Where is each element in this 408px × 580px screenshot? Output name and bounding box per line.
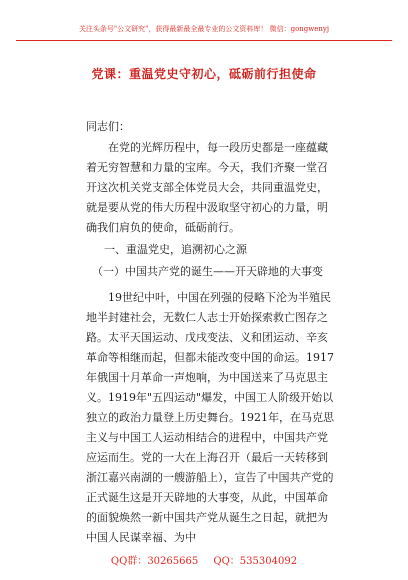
section-heading: 一、重温党史，追溯初心之源: [104, 243, 247, 256]
header-divider: [16, 40, 392, 41]
subsection-heading: （一）中国共产党的诞生——开天辟地的大事变: [92, 265, 323, 278]
paragraph-intro: 在党的光辉历程中，每一段历史都是一座蕴藏着无穷智慧和力量的宝库。今天，我们齐聚一堂召开这次机关党支部全体党员大会，共同重温党史，就是要从党的伟大历程中汲取坚守初心的力量，明确我们肩负的使命，砥砺前行。: [86, 141, 328, 234]
greeting: 同志们：: [86, 120, 130, 133]
footer-qq: QQ：535304092: [213, 556, 298, 567]
document-title: 党课：重温党史守初心，砥砺前行担使命: [91, 67, 317, 81]
footer-contact: [0, 552, 408, 567]
footer-qq-group: QQ群：30265665: [110, 556, 199, 567]
paragraph-history: 19世纪中叶，中国在列强的侵略下沦为半殖民地半封建社会，无数仁人志士开始探索救亡图存之路。太平天国运动、戊戌变法、义和团运动、辛亥革命等相继而起，但都未能改变中国的命运。1917年俄国十月革命一声炮响，为中国送来了马克思主义。1919年"五四运动"爆发，中国工人阶级开始以独立的政治力量登上历史舞台。1921年，在马克思主义与中国工人运动相结合的进程中，中国共产党应运而生。党的一大在上海召开（最后一天转移到浙江嘉兴南湖的一艘游船上），宣告了中国共产党的正式诞生这是开天辟地的大事变，从此，中国革命的面貌焕然一新中国共产党从诞生之日起，就把为中国人民谋幸福、为中: [86, 291, 334, 544]
header-note: 关注头条号"公文研究"，获得最新最全最专业的公文资料库！ 微信：gongwenyj: [78, 25, 330, 33]
